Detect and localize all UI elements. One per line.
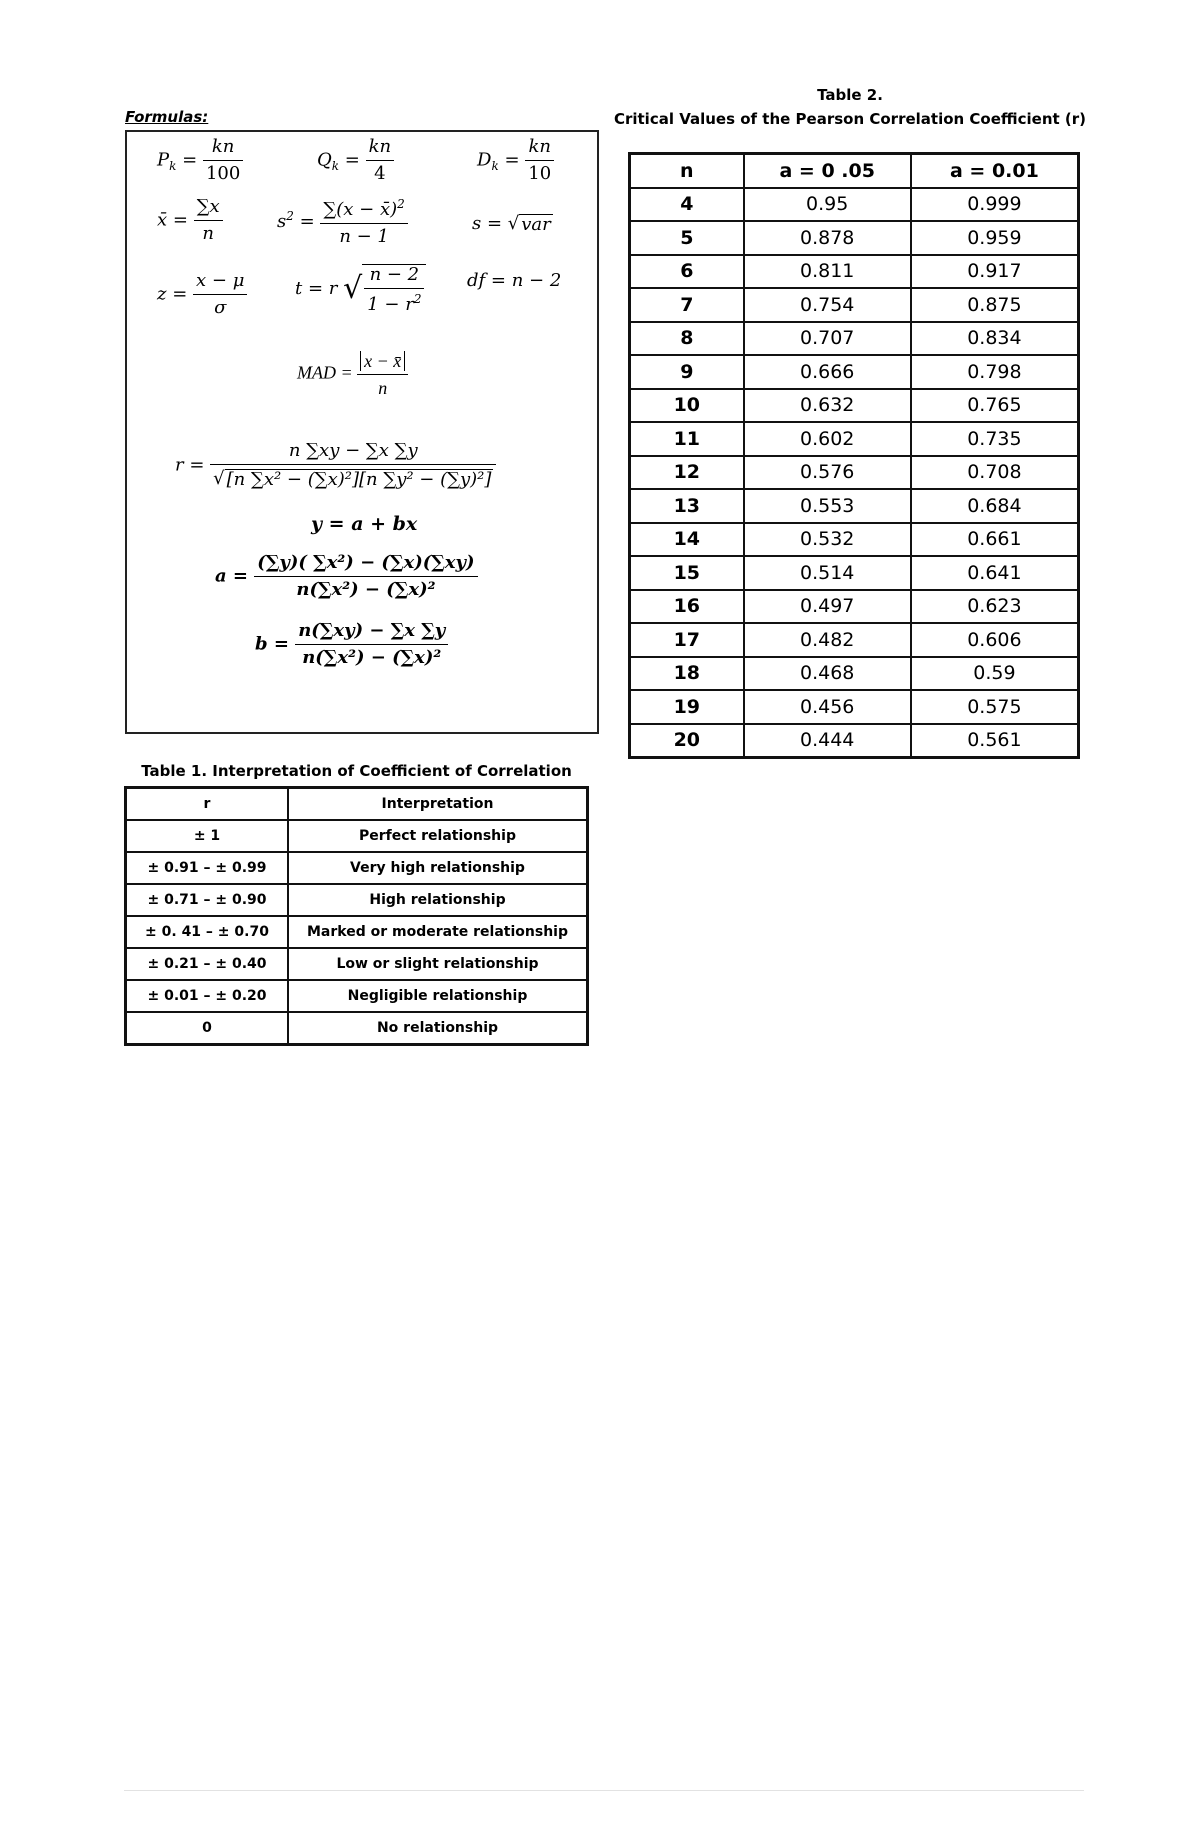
value-cell: 0.661	[911, 523, 1079, 557]
n-cell: 18	[630, 657, 744, 691]
range-cell: ± 0. 41 – ± 0.70	[126, 916, 289, 948]
value-cell: 0.765	[911, 389, 1079, 423]
value-cell: 0.602	[744, 422, 911, 456]
table-row	[630, 623, 1079, 657]
table-row	[126, 1012, 588, 1045]
formula-box	[125, 130, 599, 734]
n-cell: 20	[630, 724, 744, 758]
formula-variance: $s^2$ = $\frac{\sum(x - x̄)^2}{n - 1}$	[277, 198, 408, 246]
table-header-row	[630, 154, 1079, 188]
table1-caption: Table 1. Interpretation of Coefficient of Correlation	[141, 762, 572, 780]
formula-slope-b: b = $\frac{n(\sum xy) - \sum x \sum y}{\text{n(∑x²) − (∑x)²}}$	[255, 622, 448, 667]
n-cell: 12	[630, 456, 744, 490]
table-row	[630, 288, 1079, 322]
table-row	[630, 523, 1079, 557]
n-cell: 7	[630, 288, 744, 322]
n-cell: 15	[630, 556, 744, 590]
n-cell: 13	[630, 489, 744, 523]
value-cell: 0.999	[911, 188, 1079, 222]
value-cell: 0.532	[744, 523, 911, 557]
formula-z-score: z = $\frac{x - \mu}{\sigma}$	[157, 272, 247, 317]
table-row	[630, 221, 1079, 255]
value-cell: 0.684	[911, 489, 1079, 523]
formula-mad: MAD = $\frac{x - x̄}{n}$	[297, 352, 408, 397]
interpretation-cell: Negligible relationship	[288, 980, 588, 1012]
value-cell: 0.811	[744, 255, 911, 289]
table-row	[630, 724, 1079, 758]
range-cell: ± 0.91 – ± 0.99	[126, 852, 289, 884]
value-cell: 0.444	[744, 724, 911, 758]
value-cell: 0.456	[744, 690, 911, 724]
value-cell: 0.561	[911, 724, 1079, 758]
table-row	[630, 322, 1079, 356]
formula-percentile: $P_k$ = $\frac{kn}{100}$	[157, 138, 243, 183]
formula-pearson-r: r = $\frac{n \sum xy - \sum x \sum y}{\text{√ [n ∑x² − (∑x)²][n ∑y² − (∑y)²]}}$	[175, 442, 496, 489]
header-r: r	[126, 788, 289, 821]
n-cell: 17	[630, 623, 744, 657]
n-cell: 9	[630, 355, 744, 389]
value-cell: 0.606	[911, 623, 1079, 657]
formula-intercept-a: a = $\frac{\text{(∑y)( ∑x²) − (∑x)(∑xy)}}{\text{n(∑x²) − (∑x)²}}$	[215, 554, 478, 599]
value-cell: 0.798	[911, 355, 1079, 389]
page-footer-divider	[124, 1790, 1084, 1791]
interpretation-cell: Low or slight relationship	[288, 948, 588, 980]
range-cell: ± 0.71 – ± 0.90	[126, 884, 289, 916]
value-cell: 0.708	[911, 456, 1079, 490]
table-row	[126, 916, 588, 948]
value-cell: 0.959	[911, 221, 1079, 255]
n-cell: 8	[630, 322, 744, 356]
formula-mean: x̄ = $\frac{\sum x}{n}$	[157, 198, 223, 243]
formula-regression-line: y = a + bx	[311, 513, 418, 535]
table-row	[126, 884, 588, 916]
value-cell: 0.834	[911, 322, 1079, 356]
table-row	[126, 980, 588, 1012]
value-cell: 0.468	[744, 657, 911, 691]
header-alpha-05: a = 0 .05	[744, 154, 911, 188]
value-cell: 0.553	[744, 489, 911, 523]
interpretation-table	[124, 786, 589, 1046]
value-cell: 0.59	[911, 657, 1079, 691]
formula-standard-deviation: s = √ var	[472, 213, 551, 235]
value-cell: 0.632	[744, 389, 911, 423]
table-row	[126, 948, 588, 980]
table-row	[630, 389, 1079, 423]
n-cell: 11	[630, 422, 744, 456]
table2-caption-subtitle: Critical Values of the Pearson Correlation Coefficient (r)	[613, 110, 1087, 128]
table-row	[630, 422, 1079, 456]
formula-t-test: t = r √ $\frac{n - 2}{1 - r^2}$	[295, 264, 426, 314]
n-cell: 14	[630, 523, 744, 557]
table-row	[126, 820, 588, 852]
value-cell: 0.666	[744, 355, 911, 389]
table-row	[630, 489, 1079, 523]
formula-degrees-of-freedom: df = n − 2	[467, 270, 562, 291]
value-cell: 0.878	[744, 221, 911, 255]
interpretation-cell: Perfect relationship	[288, 820, 588, 852]
table-header-row	[126, 788, 588, 821]
value-cell: 0.514	[744, 556, 911, 590]
table-row	[630, 590, 1079, 624]
n-cell: 4	[630, 188, 744, 222]
table-row	[630, 188, 1079, 222]
value-cell: 0.497	[744, 590, 911, 624]
n-cell: 5	[630, 221, 744, 255]
interpretation-cell: Very high relationship	[288, 852, 588, 884]
range-cell: ± 0.21 – ± 0.40	[126, 948, 289, 980]
value-cell: 0.95	[744, 188, 911, 222]
interpretation-cell: High relationship	[288, 884, 588, 916]
header-n: n	[630, 154, 744, 188]
table-row	[630, 657, 1079, 691]
value-cell: 0.641	[911, 556, 1079, 590]
value-cell: 0.623	[911, 590, 1079, 624]
n-cell: 10	[630, 389, 744, 423]
table2-caption-title: Table 2.	[817, 86, 883, 104]
value-cell: 0.575	[911, 690, 1079, 724]
table-row	[630, 690, 1079, 724]
range-cell: 0	[126, 1012, 289, 1045]
value-cell: 0.735	[911, 422, 1079, 456]
range-cell: ± 0.01 – ± 0.20	[126, 980, 289, 1012]
n-cell: 16	[630, 590, 744, 624]
header-alpha-01: a = 0.01	[911, 154, 1079, 188]
table-row	[630, 456, 1079, 490]
table-row	[630, 556, 1079, 590]
interpretation-cell: Marked or moderate relationship	[288, 916, 588, 948]
value-cell: 0.482	[744, 623, 911, 657]
value-cell: 0.576	[744, 456, 911, 490]
formulas-label: Formulas:	[125, 108, 209, 126]
interpretation-cell: No relationship	[288, 1012, 588, 1045]
header-interpretation: Interpretation	[288, 788, 588, 821]
formula-quartile: $Q_k$ = $\frac{kn}{4}$	[317, 138, 394, 183]
table-row	[630, 355, 1079, 389]
table-row	[630, 255, 1079, 289]
n-cell: 6	[630, 255, 744, 289]
value-cell: 0.754	[744, 288, 911, 322]
critical-values-table	[628, 152, 1080, 759]
n-cell: 19	[630, 690, 744, 724]
range-cell: ± 1	[126, 820, 289, 852]
table-row	[126, 852, 588, 884]
value-cell: 0.707	[744, 322, 911, 356]
formula-decile: $D_k$ = $\frac{kn}{10}$	[477, 138, 554, 183]
value-cell: 0.875	[911, 288, 1079, 322]
value-cell: 0.917	[911, 255, 1079, 289]
